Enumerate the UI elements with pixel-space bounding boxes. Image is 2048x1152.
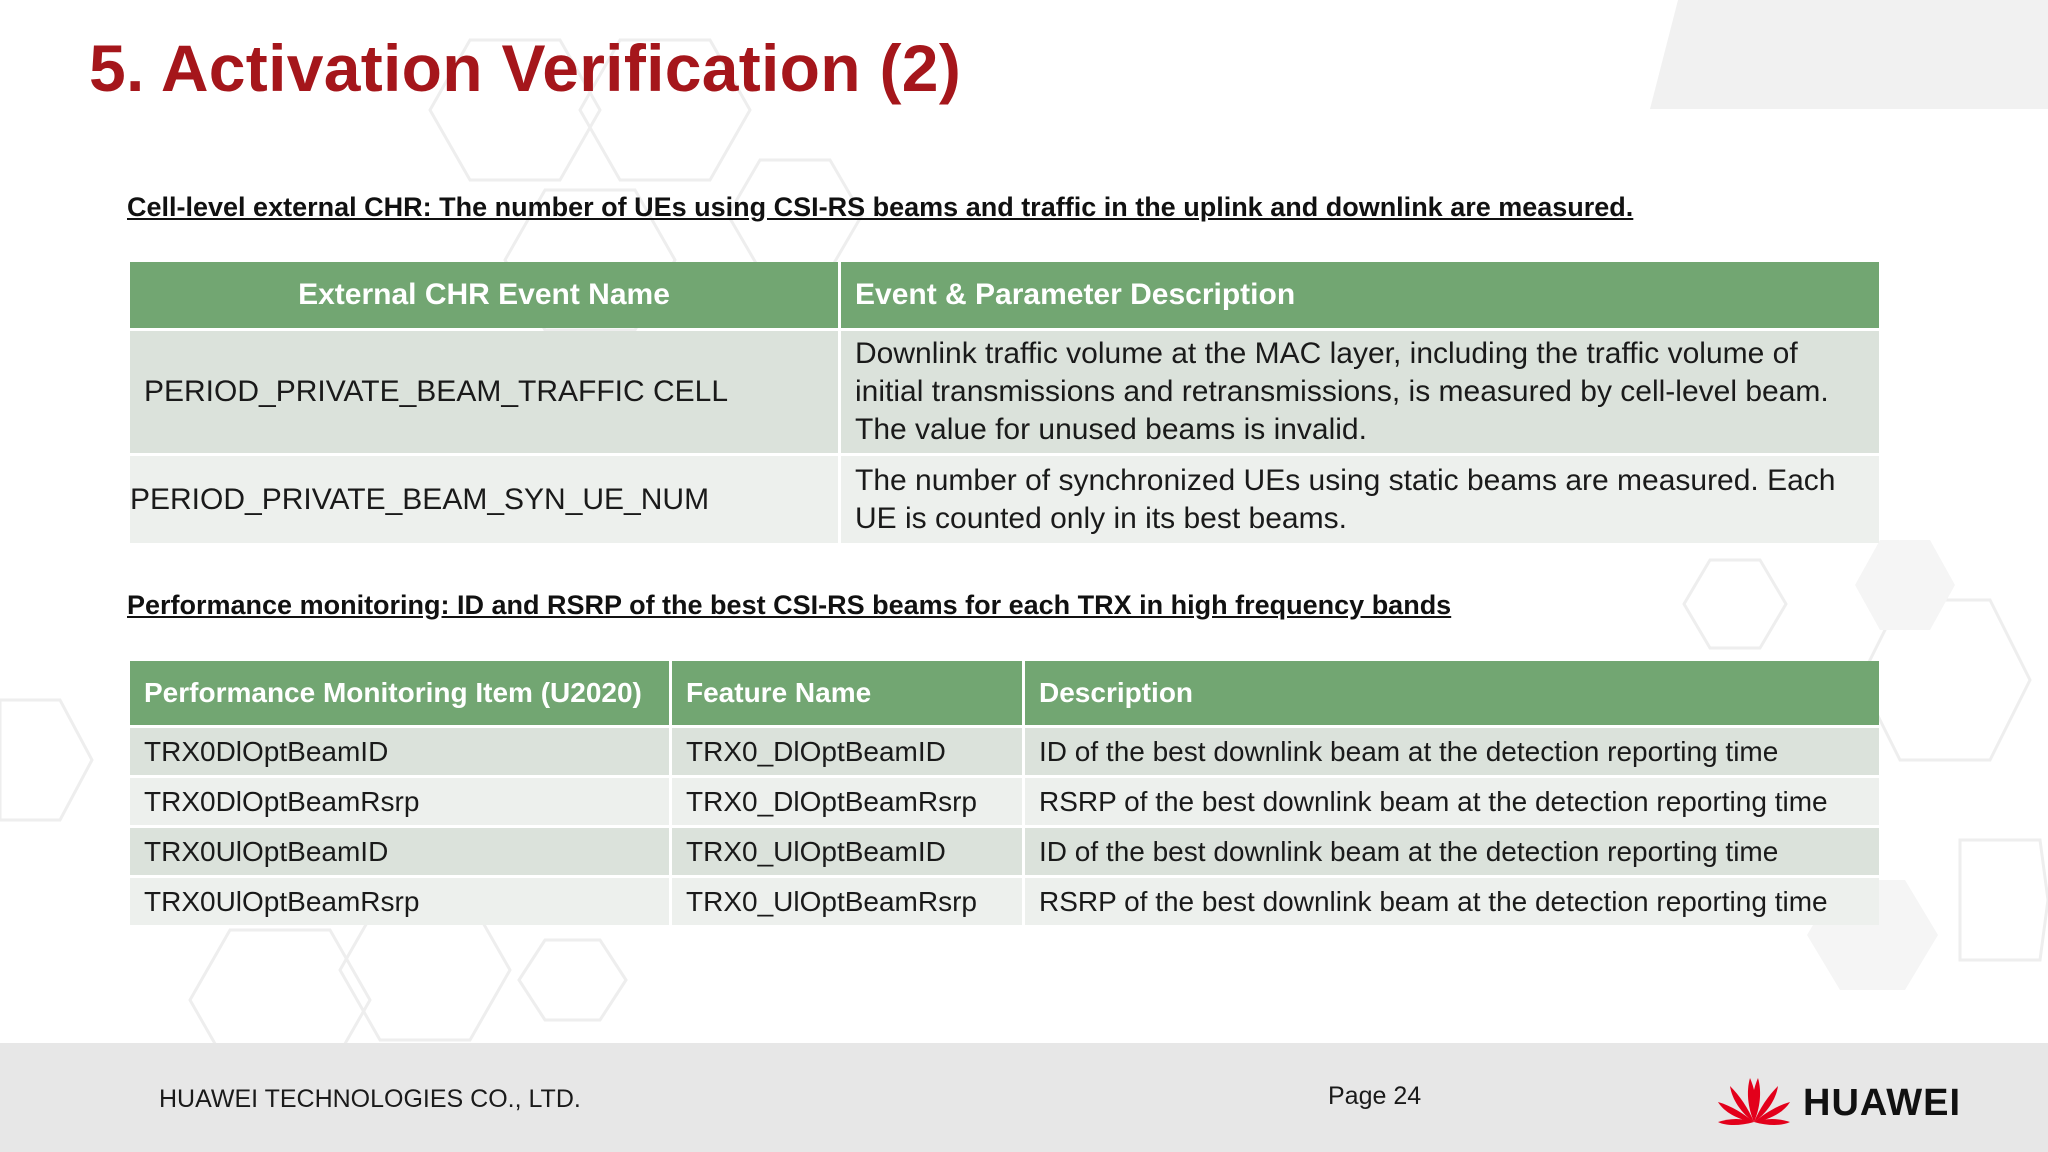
event-description-cell: Downlink traffic volume at the MAC layer, including the traffic volume of initial transmissions and retransmissions, is measured by cell-level beam. The value for unused beams is invalid.: [841, 331, 1879, 453]
column-header-description: Description: [1025, 661, 1879, 725]
monitoring-item-cell: TRX0UlOptBeamRsrp: [130, 878, 669, 925]
company-name: HUAWEI TECHNOLOGIES CO., LTD.: [159, 1085, 581, 1113]
event-name-cell: PERIOD_PRIVATE_BEAM_SYN_UE_NUM: [130, 456, 838, 543]
table-row: [130, 728, 1879, 775]
table-row: [130, 456, 1879, 543]
table-row: [130, 828, 1879, 875]
feature-name-cell: TRX0_UlOptBeamRsrp: [672, 878, 1022, 925]
description-cell: RSRP of the best downlink beam at the detection reporting time: [1025, 878, 1879, 925]
monitoring-item-cell: TRX0DlOptBeamRsrp: [130, 778, 669, 825]
table-row: [130, 878, 1879, 925]
page-number: Page 24: [1328, 1082, 1422, 1110]
feature-name-cell: TRX0_DlOptBeamRsrp: [672, 778, 1022, 825]
event-name-cell: PERIOD_PRIVATE_BEAM_TRAFFIC CELL: [130, 331, 838, 453]
slide-title: 5. Activation Verification (2): [89, 31, 962, 105]
feature-name-cell: TRX0_UlOptBeamID: [672, 828, 1022, 875]
column-header-description: Event & Parameter Description: [841, 262, 1879, 328]
table-header-row: [130, 661, 1879, 725]
footer-slash-decoration: [1618, 0, 2048, 109]
huawei-logo-text: HUAWEI: [1803, 1082, 1961, 1124]
description-cell: ID of the best downlink beam at the detection reporting time: [1025, 828, 1879, 875]
monitoring-item-cell: TRX0DlOptBeamID: [130, 728, 669, 775]
performance-section-heading: Performance monitoring: ID and RSRP of the best CSI-RS beams for each TRX in high frequency bands: [127, 590, 1452, 620]
description-cell: RSRP of the best downlink beam at the detection reporting time: [1025, 778, 1879, 825]
external-chr-table: [127, 259, 1882, 546]
column-header-event-name: External CHR Event Name: [130, 262, 838, 328]
event-description-cell: The number of synchronized UEs using static beams are measured. Each UE is counted only in its best beams.: [841, 456, 1879, 543]
performance-monitoring-table: [127, 658, 1882, 928]
description-cell: ID of the best downlink beam at the detection reporting time: [1025, 728, 1879, 775]
monitoring-item-cell: TRX0UlOptBeamID: [130, 828, 669, 875]
feature-name-cell: TRX0_DlOptBeamID: [672, 728, 1022, 775]
chr-section-heading: Cell-level external CHR: The number of UEs using CSI-RS beams and traffic in the uplink and downlink are measured.: [127, 192, 1634, 222]
column-header-monitoring-item: Performance Monitoring Item (U2020): [130, 661, 669, 725]
table-row: [130, 778, 1879, 825]
table-header-row: [130, 262, 1879, 328]
column-header-feature-name: Feature Name: [672, 661, 1022, 725]
table-row: [130, 331, 1879, 453]
